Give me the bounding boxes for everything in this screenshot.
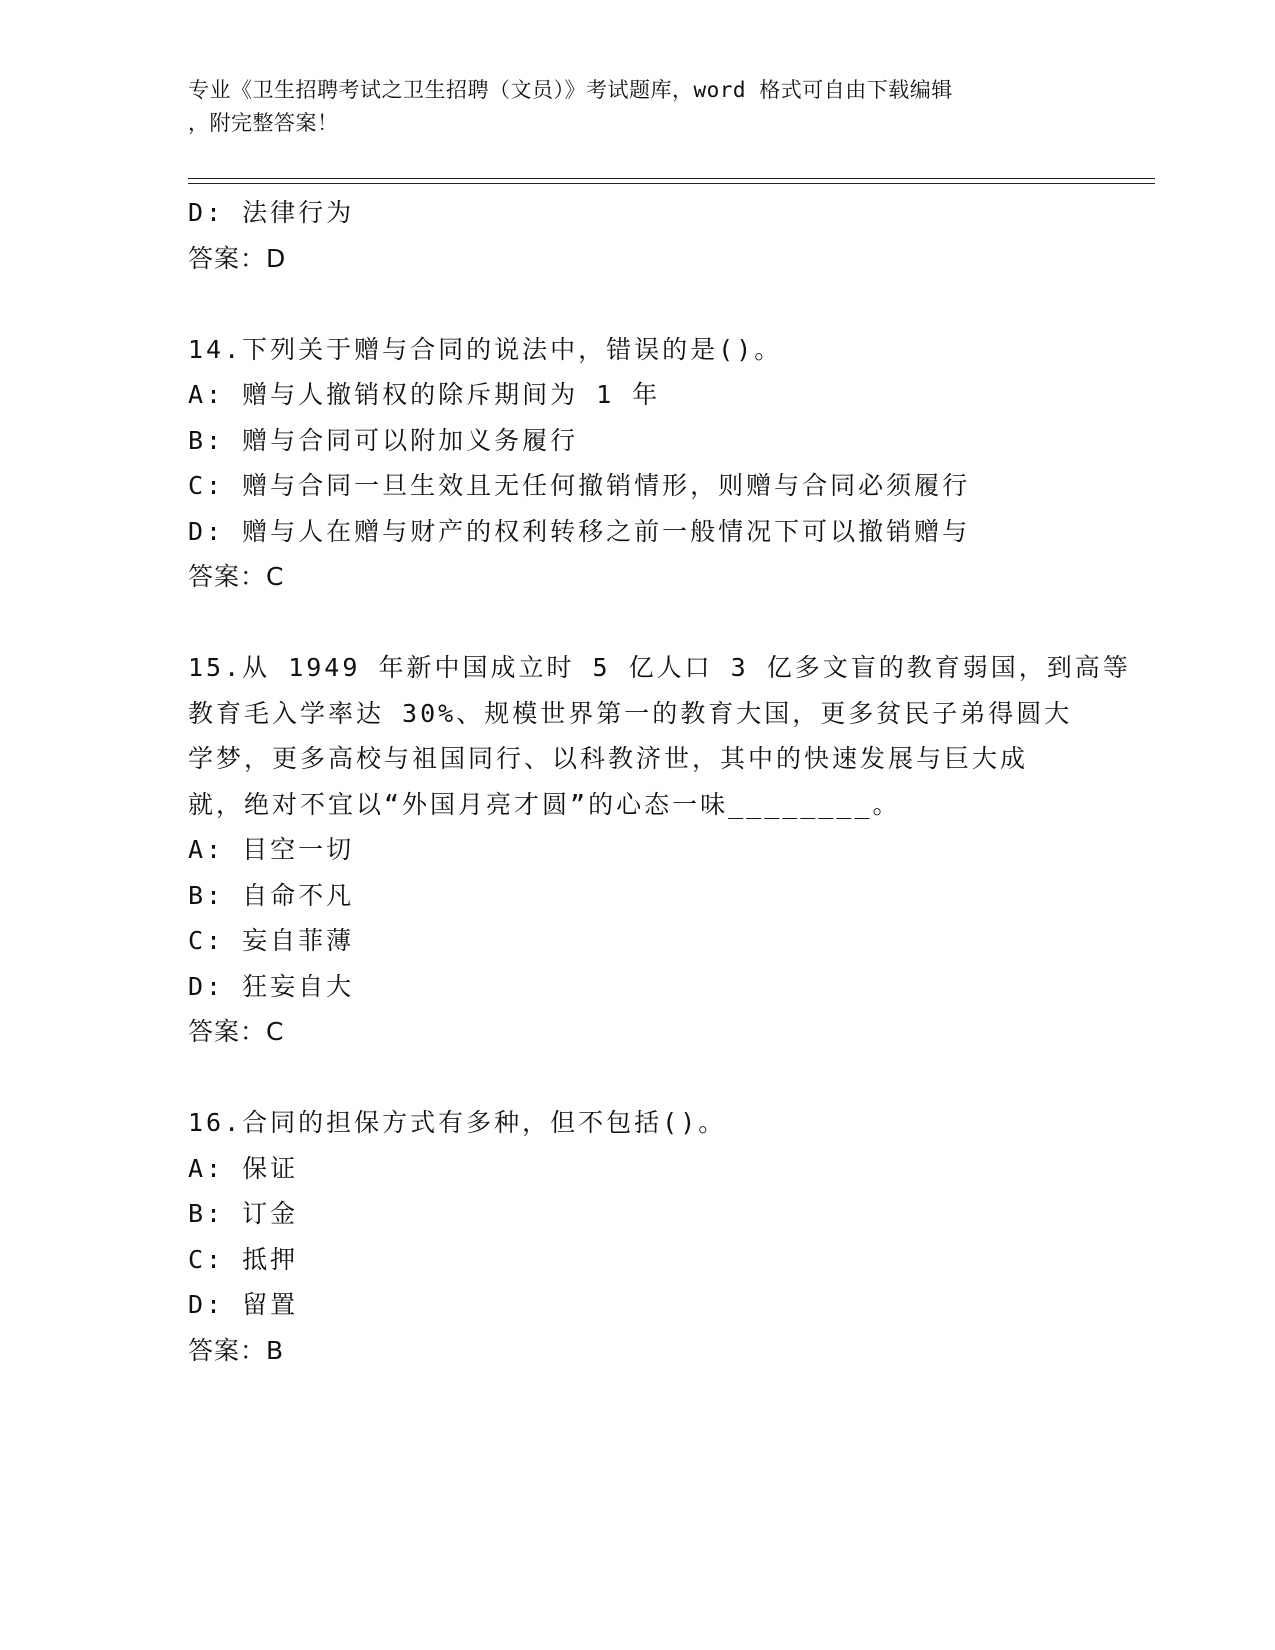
option-d: D: 赠与人在赠与财产的权利转移之前一般情况下可以撤销赠与	[188, 516, 971, 546]
question-stem: 16.合同的担保方式有多种，但不包括()。	[188, 1108, 727, 1137]
header-line-1: 专业《卫生招聘考试之卫生招聘（文员）》考试题库，word 格式可自由下载编辑	[188, 78, 953, 102]
spacer	[188, 600, 1088, 646]
option-b: B: 订金	[188, 1199, 299, 1228]
option-c: C: 妄自菲薄	[188, 926, 355, 955]
question-stem-line-1: 15.从 1949 年新中国成立时 5 亿人口 3 亿多文盲的教育弱国，到高等	[188, 653, 1131, 682]
answer: 答案：D	[188, 243, 287, 273]
option-d: D: 法律行为	[188, 198, 355, 227]
option-a: A: 赠与人撤销权的除斥期间为 1 年	[188, 380, 661, 409]
question-stem-line-4: 就，绝对不宜以“外国月亮才圆”的心态一味________。	[188, 789, 901, 819]
question-16	[188, 1100, 1088, 1373]
option-d: D: 狂妄自大	[188, 971, 355, 1001]
document-header	[188, 74, 1078, 140]
header-divider-top	[188, 178, 1155, 179]
option-b: B: 自命不凡	[188, 880, 355, 910]
question-14	[188, 327, 1088, 600]
question-stem-line-3: 学梦，更多高校与祖国同行、以科教济世，其中的快速发展与巨大成	[188, 744, 1029, 773]
spacer	[188, 1055, 1088, 1101]
question-stem-line-2: 教育毛入学率达 30%、规模世界第一的教育大国，更多贫民子弟得圆大	[188, 698, 1073, 728]
spacer	[188, 281, 1088, 327]
question-stem: 14.下列关于赠与合同的说法中，错误的是()。	[188, 334, 783, 364]
option-b: B: 赠与合同可以附加义务履行	[188, 425, 579, 455]
option-d: D: 留置	[188, 1290, 299, 1319]
header-divider-bottom	[188, 183, 1155, 184]
option-a: A: 目空一切	[188, 835, 355, 864]
answer: 答案：C	[188, 1017, 285, 1046]
option-c: C: 抵押	[188, 1244, 299, 1274]
answer: 答案：C	[188, 562, 285, 591]
previous-question-tail	[188, 190, 1088, 281]
question-content	[188, 190, 1131, 1373]
header-line-2: ，附完整答案！	[188, 111, 339, 135]
question-15	[188, 645, 1131, 1055]
option-a: A: 保证	[188, 1153, 299, 1183]
option-c: C: 赠与合同一旦生效且无任何撤销情形，则赠与合同必须履行	[188, 471, 971, 500]
answer: 答案：B	[188, 1335, 285, 1365]
